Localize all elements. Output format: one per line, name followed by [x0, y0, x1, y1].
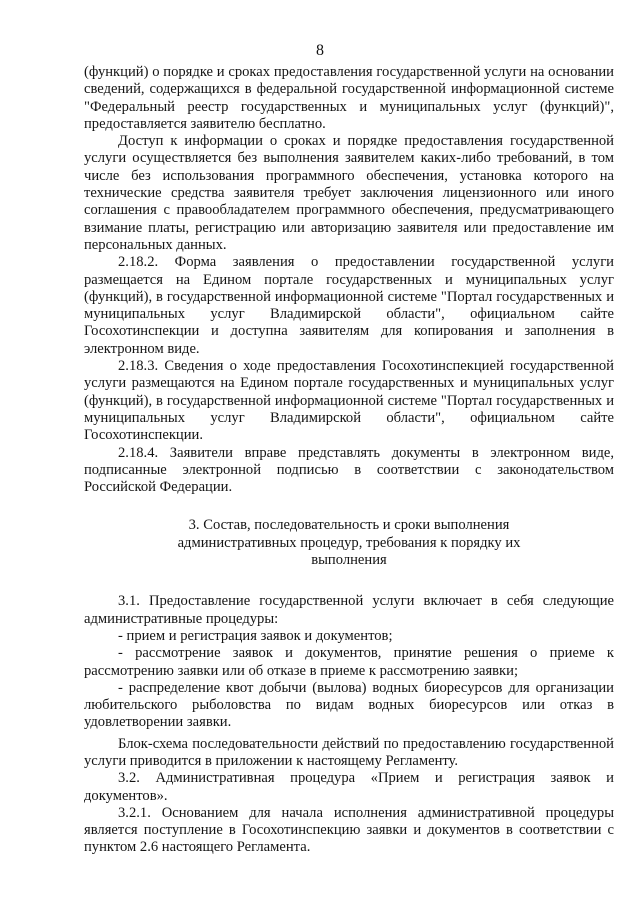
paragraph-2-18-2: 2.18.2. Форма заявления о предоставлении государственной услуги размещается на Едином портале государственных и муниципальных услуг (функций), в государственной информационной системе "Портал государственных и муниципальных услуг Владимирской области", официальном сайте Госохотинспекции и доступна заявителям для копирования и заполнения в электронном виде.	[84, 254, 614, 357]
page-number: 8	[316, 42, 324, 59]
paragraph-3-2-1: 3.2.1. Основанием для начала исполнения административной процедуры является поступление в Госохотинспекцию заявки и документов в соответствии с пунктом 2.6 настоящего Регламента.	[84, 804, 614, 856]
document-body	[84, 64, 614, 857]
paragraph-2-18-4: 2.18.4. Заявители вправе представлять документы в электронном виде, подписанные электронной подписью в соответствии с законодательством Российской Федерации.	[84, 444, 614, 496]
list-item-receipt: - прием и регистрация заявок и документов;	[118, 627, 393, 644]
paragraph-flowchart: Блок-схема последовательности действий по предоставлению государственной услуги приводится в приложении к настоящему Регламенту.	[84, 735, 614, 769]
paragraph-access-free: (функций) о порядке и сроках предоставления государственной услуги на основании сведений, содержащихся в федеральной государственной информационной системе "Федеральный реестр государственных и муниципальных услуг (функций)", предоставляется заявителю бесплатно.	[84, 64, 614, 132]
paragraph-3-1: 3.1. Предоставление государственной услуги включает в себя следующие административные процедуры:	[84, 593, 614, 627]
section-3-heading: 3. Состав, последовательность и сроки выполнения административных процедур, требования к порядку их выполнения	[177, 517, 521, 569]
paragraph-2-18-3: 2.18.3. Сведения о ходе предоставления Госохотинспекцией государственной услуги размещаются на Едином портале государственных и муниципальных услуг (функций), в государственной информационной системе "Портал государственных и муниципальных услуг Владимирской области", официальном сайте Госохотинспекции.	[84, 358, 614, 444]
list-item-review: - рассмотрение заявок и документов, принятие решения о приеме к рассмотрению заявки или об отказе в приеме к рассмотрению заявки;	[84, 645, 614, 679]
list-item-distribution: - распределение квот добычи (вылова) водных биоресурсов для организации любительского рыболовства по видам водных биоресурсов или отказ в удовлетворении заявки.	[84, 679, 614, 731]
paragraph-3-2: 3.2. Административная процедура «Прием и регистрация заявок и документов».	[84, 770, 614, 804]
paragraph-access-requirements: Доступ к информации о сроках и порядке предоставления государственной услуги осуществляется без выполнения заявителем каких-либо требований, в том числе без использования программного обеспечения, установка которого на технические средства заявителя требует заключения лицензионного или иного соглашения с правообладателем программного обеспечения, предусматривающего взимание платы, регистрацию или авторизацию заявителя или предоставление им персональных данных.	[84, 133, 614, 253]
